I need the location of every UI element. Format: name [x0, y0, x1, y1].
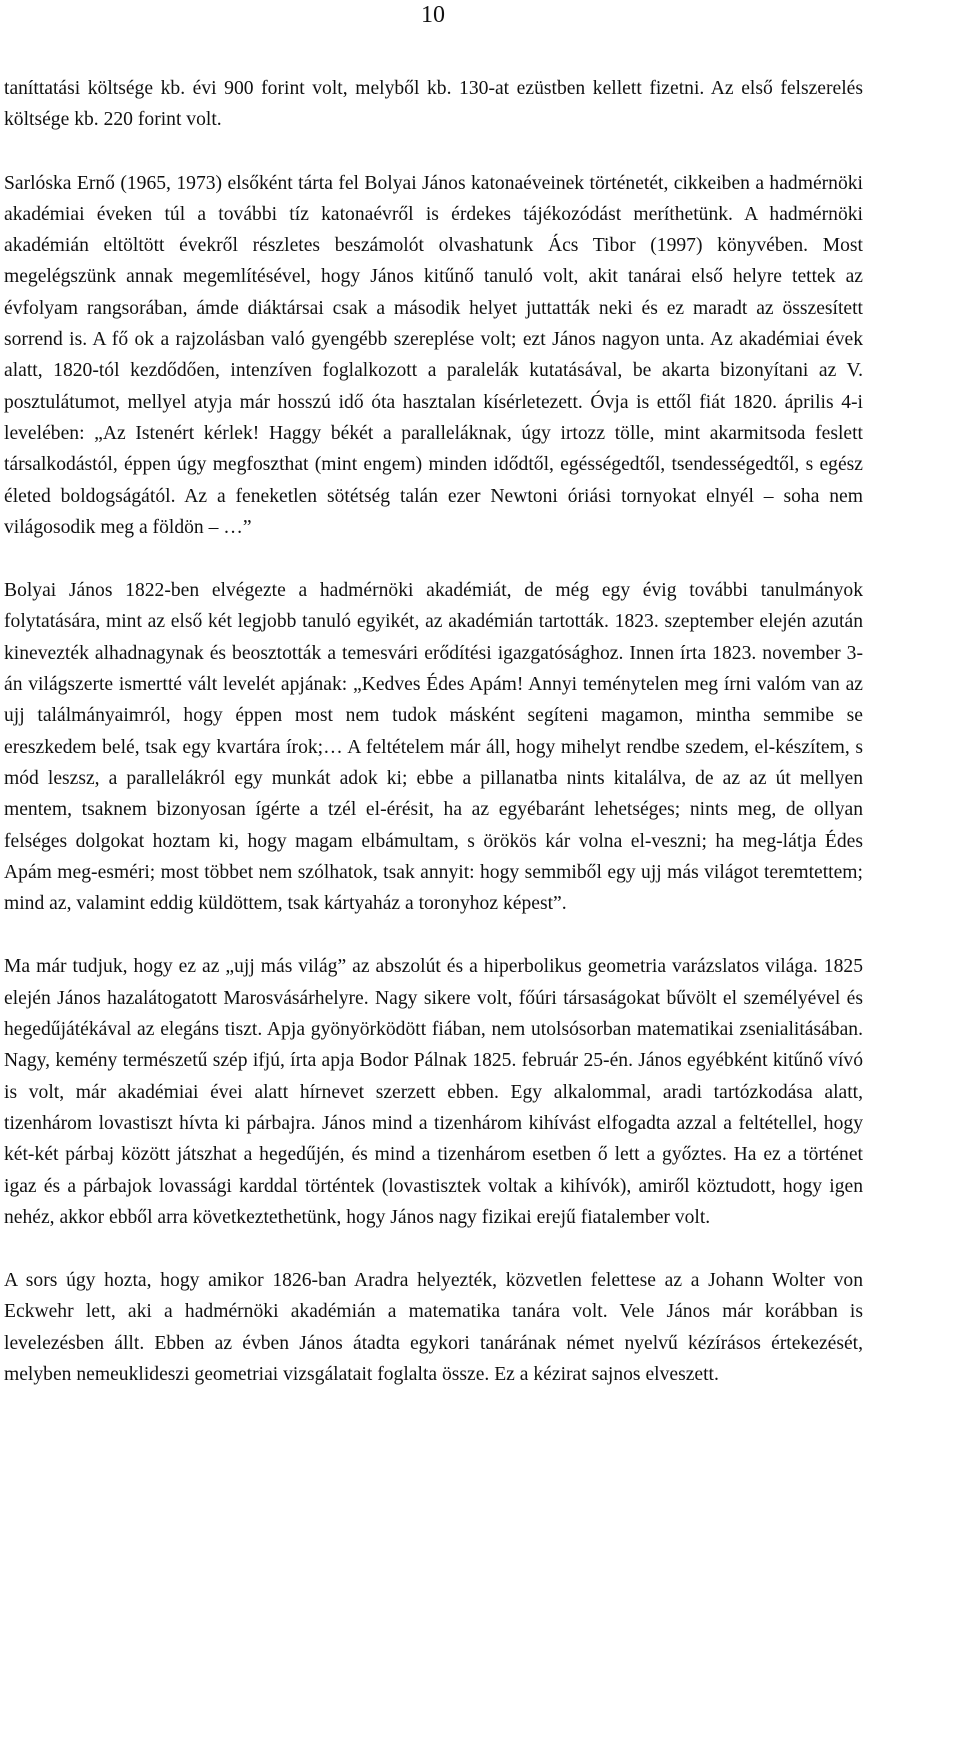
paragraph-3: Bolyai János 1822-ben elvégezte a hadmérnöki akadémiát, de még egy évig további tanulmányok folytatására, mint az első két legjobb tanuló egyikét, az akadémián tartották. 1823. szeptember elején azután kinevezték alhadnagynak és beosztották a temesvári erődítési igazgatósághoz. Innen írta 1823. november 3-án világszerte ismertté vált levelét apjának: „Kedves Édes Apám! Annyi teménytelen meg írni valóm van az ujj találmányaimról, hogy éppen most nem tudok másként segíteni magamon, mintha semmibe se ereszkedem belé, tsak egy kvartára írok;… A feltételem már áll, hogy mihelyt rendbe szedem, el-készítem, s mód leszsz, a parallelákról egy munkát adok ki; ebbe a pillanatba nints kitalálva, de az az út mellyen mentem, tsaknem bizonyosan ígérte a tzél el-érésit, ha az egyébaránt lehetséges; nints meg, de ollyan felséges dolgokat hoztam ki, hogy magam elbámultam, s örökös kár volna el-veszni; ha meg-látja Édes Apám meg-esméri; most többet nem szólhatok, tsak annyit: hogy semmiből egy ujj más világot teremtettem; mind az, valamint eddig küldöttem, tsak kártyaház a toronyhoz képest”.	[4, 580, 863, 915]
paragraph-4: Ma már tudjuk, hogy ez az „ujj más világ” az abszolút és a hiperbolikus geometria varázslatos világa. 1825 elején János hazalátogatott Marosvásárhelyre. Nagy sikere volt, főúri társaságokat bűvölt el személyével és hegedűjátékával az elegáns tiszt. Apja gyönyörködött fiában, nem utolsósorban matematikai zsenialitásában. Nagy, kemény természetű szép ifjú, írta apja Bodor Pálnak 1825. február 25-én. János egyébként kitűnő vívó is volt, már akadémiai évei alatt hírnevet szerzett ebben. Egy alkalommal, aradi tartózkodása alatt, tizenhárom lovastiszt hívta ki párbajra. János mind a tizenhárom kihívást elfogadta azzal a feltétellel, hogy két-két párbaj között játszhat a hegedűjén, és mind a tizenhárom esetben ő lett a győztes. Ha ez a történet igaz és a párbajok lovassági karddal történtek (lovastisztek voltak a kihívók), amiről köztudott, hogy igen nehéz, akkor ebből arra következtethetünk, hogy János nagy fizikai erejű fiatalember volt.	[4, 956, 863, 1228]
paragraph-1: taníttatási költsége kb. évi 900 forint volt, melyből kb. 130-at ezüstben kellett fizetni. Az első felszerelés költsége kb. 220 forint volt.	[4, 78, 863, 131]
paragraph-2: Sarlóska Ernő (1965, 1973) elsőként tárta fel Bolyai János katonaéveinek történetét, cikkeiben a hadmérnöki akadémiai éveken túl a további tíz katonaévről is érdekes tájékozódást meríthetünk. A hadmérnöki akadémián eltöltött évekről részletes beszámolót olvashatunk Ács Tibor (1997) könyvében. Most megelégszünk annak megemlítésével, hogy János kitűnő tanuló volt, akit tanárai első helyre tettek az évfolyam rangsorában, ámde diáktársai csak a második helyet juttatták neki és ez maradt az összesített sorrend is. A fő ok a rajzolásban való gyengébb szereplése volt; ezt János nagyon unta. Az akadémiai évek alatt, 1820-tól kezdődően, intenzíven foglalkozott a paralelák kutatásával, be akarta bizonyítani az V. posztulátumot, mellyel atyja már hosszú idő óta hasztalan kísérletezett. Óvja is ettől fiát 1820. április 4-i levelében: „Az Istenért kérlek! Haggy békét a paralleláknak, úgy irtozz tölle, mint akarmitsoda feslett társalkodástól, éppen úgy megfoszthat (mint engem) minden idődtől, egésségedtől, tsendességedtől, s egész életed boldogságától. Az a feneketlen sötétség talán ezer Newtoni óriási tornyokat elnyél – soha nem világosodik meg a földön – …”	[4, 172, 863, 538]
page-number: 10	[421, 2, 445, 28]
paragraph-5: A sors úgy hozta, hogy amikor 1826-ban Aradra helyezték, közvetlen felettese az a Johann Wolter von Eckwehr lett, aki a hadmérnöki akadémián a matematika tanára volt. Vele János már korábban is levelezésben állt. Ebben az évben János átadta egykori tanárának német nyelvű kézírásos értekezését, melyben nemeuklideszi geometriai vizsgálatait foglalta össze. Ez a kézirat sajnos elveszett.	[4, 1270, 863, 1385]
body-text	[4, 73, 863, 1390]
